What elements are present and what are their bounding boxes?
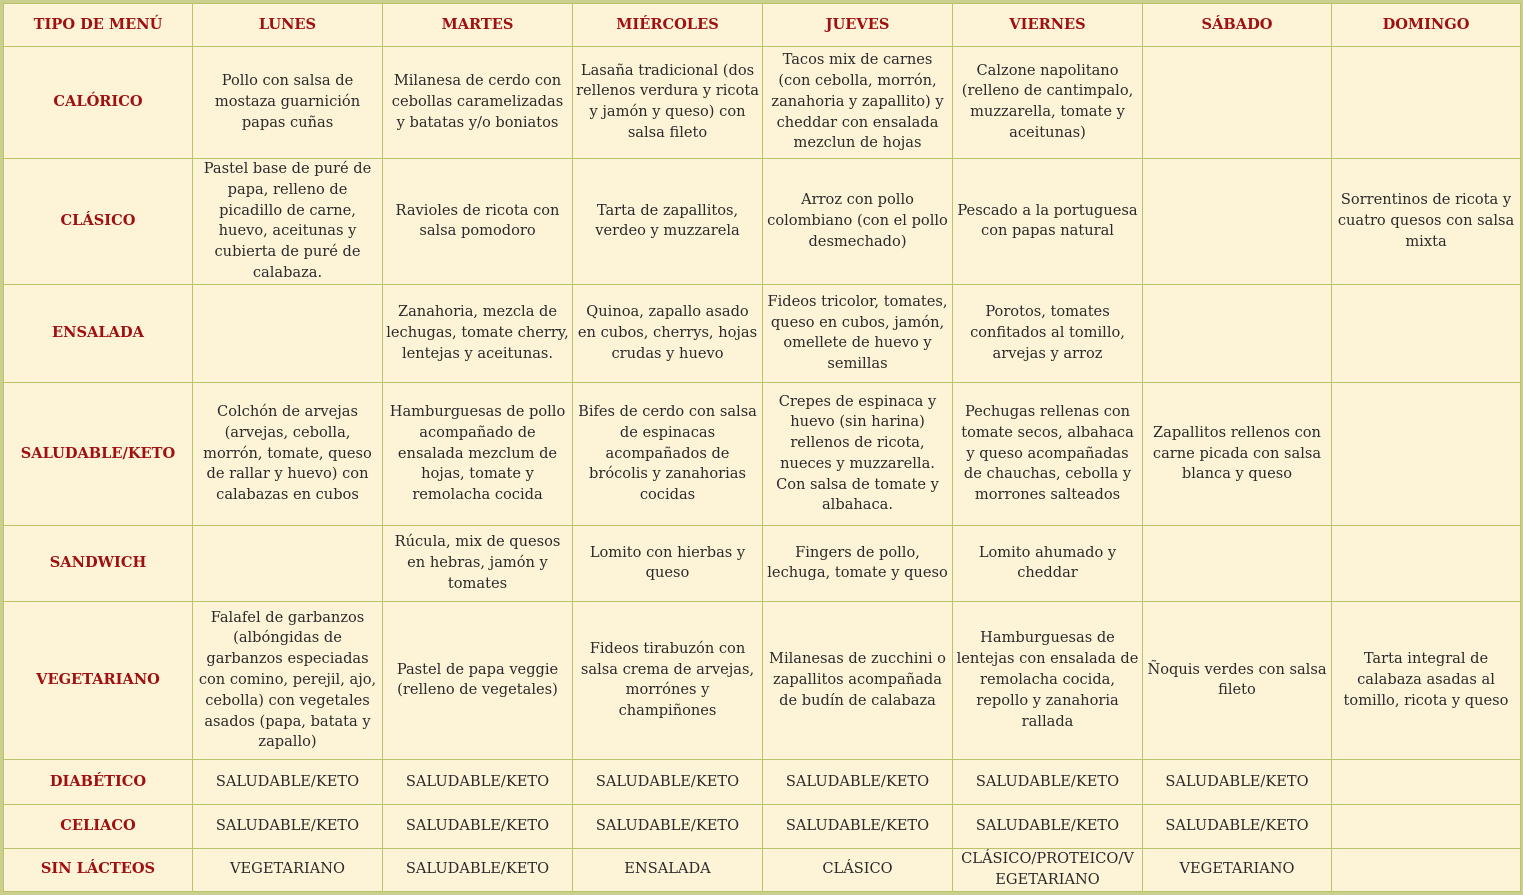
menu-cell: VEGETARIANO <box>1143 848 1332 891</box>
menu-cell <box>1332 526 1521 601</box>
menu-cell: SALUDABLE/KETO <box>1143 804 1332 848</box>
menu-cell <box>1143 285 1332 382</box>
menu-cell: Calzone napolitano (relleno de cantimpalo, muzzarella, tomate y aceitunas) <box>953 47 1143 159</box>
menu-cell: Lasaña tradicional (dos rellenos verdura y ricota y jamón y queso) con salsa fileto <box>573 47 763 159</box>
menu-type-cell: SIN LÁCTEOS <box>4 848 193 891</box>
menu-cell: Fingers de pollo, lechuga, tomate y queso <box>763 526 953 601</box>
header-lunes: LUNES <box>193 4 383 47</box>
menu-cell <box>1332 848 1521 891</box>
menu-cell <box>193 285 383 382</box>
menu-cell: SALUDABLE/KETO <box>763 804 953 848</box>
menu-cell: ENSALADA <box>573 848 763 891</box>
menu-cell: SALUDABLE/KETO <box>193 760 383 804</box>
menu-cell: Pollo con salsa de mostaza guarnición papas cuñas <box>193 47 383 159</box>
header-row <box>4 4 1521 47</box>
header-domingo: DOMINGO <box>1332 4 1521 47</box>
header-miercoles: MIÉRCOLES <box>573 4 763 47</box>
menu-cell: SALUDABLE/KETO <box>573 760 763 804</box>
header-viernes: VIERNES <box>953 4 1143 47</box>
menu-cell: Pescado a la portuguesa con papas natural <box>953 158 1143 285</box>
menu-cell: Milanesa de cerdo con cebollas caramelizadas y batatas y/o boniatos <box>383 47 573 159</box>
menu-type-cell: DIABÉTICO <box>4 760 193 804</box>
menu-cell <box>1332 804 1521 848</box>
menu-cell: SALUDABLE/KETO <box>383 848 573 891</box>
weekly-menu-table <box>3 3 1521 892</box>
menu-type-cell: CALÓRICO <box>4 47 193 159</box>
menu-cell: Tarta integral de calabaza asadas al tomillo, ricota y queso <box>1332 601 1521 760</box>
menu-cell: SALUDABLE/KETO <box>1143 760 1332 804</box>
menu-cell: Fideos tricolor, tomates, queso en cubos, jamón, omellete de huevo y semillas <box>763 285 953 382</box>
menu-type-cell: SALUDABLE/KETO <box>4 382 193 526</box>
menu-cell: Hamburguesas de lentejas con ensalada de remolacha cocida, repollo y zanahoria rallada <box>953 601 1143 760</box>
table-row <box>4 382 1521 526</box>
menu-cell: Porotos, tomates confitados al tomillo, arvejas y arroz <box>953 285 1143 382</box>
table-row <box>4 47 1521 159</box>
header-sabado: SÁBADO <box>1143 4 1332 47</box>
menu-cell: Quinoa, zapallo asado en cubos, cherrys, hojas crudas y huevo <box>573 285 763 382</box>
table-row <box>4 158 1521 285</box>
table-row <box>4 848 1521 891</box>
menu-cell: Fideos tirabuzón con salsa crema de arvejas, morrónes y champiñones <box>573 601 763 760</box>
menu-cell: Arroz con pollo colombiano (con el pollo desmechado) <box>763 158 953 285</box>
table-row <box>4 285 1521 382</box>
menu-cell: Lomito con hierbas y queso <box>573 526 763 601</box>
table-row <box>4 526 1521 601</box>
menu-cell: Lomito ahumado y cheddar <box>953 526 1143 601</box>
menu-cell: Falafel de garbanzos (albóngidas de garbanzos especiadas con comino, perejil, ajo, cebolla) con vegetales asados (papa, batata y zapallo) <box>193 601 383 760</box>
header-tipo-de-menu: TIPO DE MENÚ <box>4 4 193 47</box>
menu-cell: CLÁSICO <box>763 848 953 891</box>
header-jueves: JUEVES <box>763 4 953 47</box>
menu-type-cell: CLÁSICO <box>4 158 193 285</box>
menu-cell: Tarta de zapallitos, verdeo y muzzarela <box>573 158 763 285</box>
menu-cell: SALUDABLE/KETO <box>953 804 1143 848</box>
menu-type-cell: VEGETARIANO <box>4 601 193 760</box>
menu-cell <box>193 526 383 601</box>
menu-cell <box>1332 285 1521 382</box>
header-martes: MARTES <box>383 4 573 47</box>
menu-cell: Pechugas rellenas con tomate secos, albahaca y queso acompañadas de chauchas, cebolla y morrones salteados <box>953 382 1143 526</box>
menu-cell: SALUDABLE/KETO <box>193 804 383 848</box>
table-row <box>4 760 1521 804</box>
menu-cell: SALUDABLE/KETO <box>383 760 573 804</box>
menu-type-cell: SANDWICH <box>4 526 193 601</box>
menu-cell: SALUDABLE/KETO <box>573 804 763 848</box>
menu-table-frame <box>3 3 1520 892</box>
menu-cell: SALUDABLE/KETO <box>383 804 573 848</box>
menu-cell: Ñoquis verdes con salsa fileto <box>1143 601 1332 760</box>
menu-cell: Hamburguesas de pollo acompañado de ensalada mezclum de hojas, tomate y remolacha cocida <box>383 382 573 526</box>
menu-cell: Crepes de espinaca y huevo (sin harina) rellenos de ricota, nueces y muzzarella. Con salsa de tomate y albahaca. <box>763 382 953 526</box>
menu-type-cell: CELIACO <box>4 804 193 848</box>
menu-cell: Rúcula, mix de quesos en hebras, jamón y tomates <box>383 526 573 601</box>
menu-cell: SALUDABLE/KETO <box>763 760 953 804</box>
table-row <box>4 601 1521 760</box>
menu-cell <box>1143 47 1332 159</box>
menu-type-cell: ENSALADA <box>4 285 193 382</box>
menu-cell: Bifes de cerdo con salsa de espinacas acompañados de brócolis y zanahorias cocidas <box>573 382 763 526</box>
menu-cell: Zapallitos rellenos con carne picada con salsa blanca y queso <box>1143 382 1332 526</box>
menu-cell <box>1332 47 1521 159</box>
menu-cell <box>1143 158 1332 285</box>
menu-cell: Colchón de arvejas (arvejas, cebolla, morrón, tomate, queso de rallar y huevo) con calabazas en cubos <box>193 382 383 526</box>
menu-cell: Pastel de papa veggie (relleno de vegetales) <box>383 601 573 760</box>
menu-cell: Sorrentinos de ricota y cuatro quesos con salsa mixta <box>1332 158 1521 285</box>
menu-cell: Pastel base de puré de papa, relleno de picadillo de carne, huevo, aceitunas y cubierta de puré de calabaza. <box>193 158 383 285</box>
menu-cell <box>1332 382 1521 526</box>
menu-cell <box>1143 526 1332 601</box>
menu-cell: Milanesas de zucchini o zapallitos acompañada de budín de calabaza <box>763 601 953 760</box>
menu-cell: Zanahoria, mezcla de lechugas, tomate cherry, lentejas y aceitunas. <box>383 285 573 382</box>
table-row <box>4 804 1521 848</box>
menu-cell: VEGETARIANO <box>193 848 383 891</box>
menu-cell: CLÁSICO/PROTEICO/VEGETARIANO <box>953 848 1143 891</box>
menu-cell: Tacos mix de carnes (con cebolla, morrón, zanahoria y zapallito) y cheddar con ensalada mezclun de hojas <box>763 47 953 159</box>
menu-cell <box>1332 760 1521 804</box>
menu-cell: SALUDABLE/KETO <box>953 760 1143 804</box>
menu-cell: Ravioles de ricota con salsa pomodoro <box>383 158 573 285</box>
